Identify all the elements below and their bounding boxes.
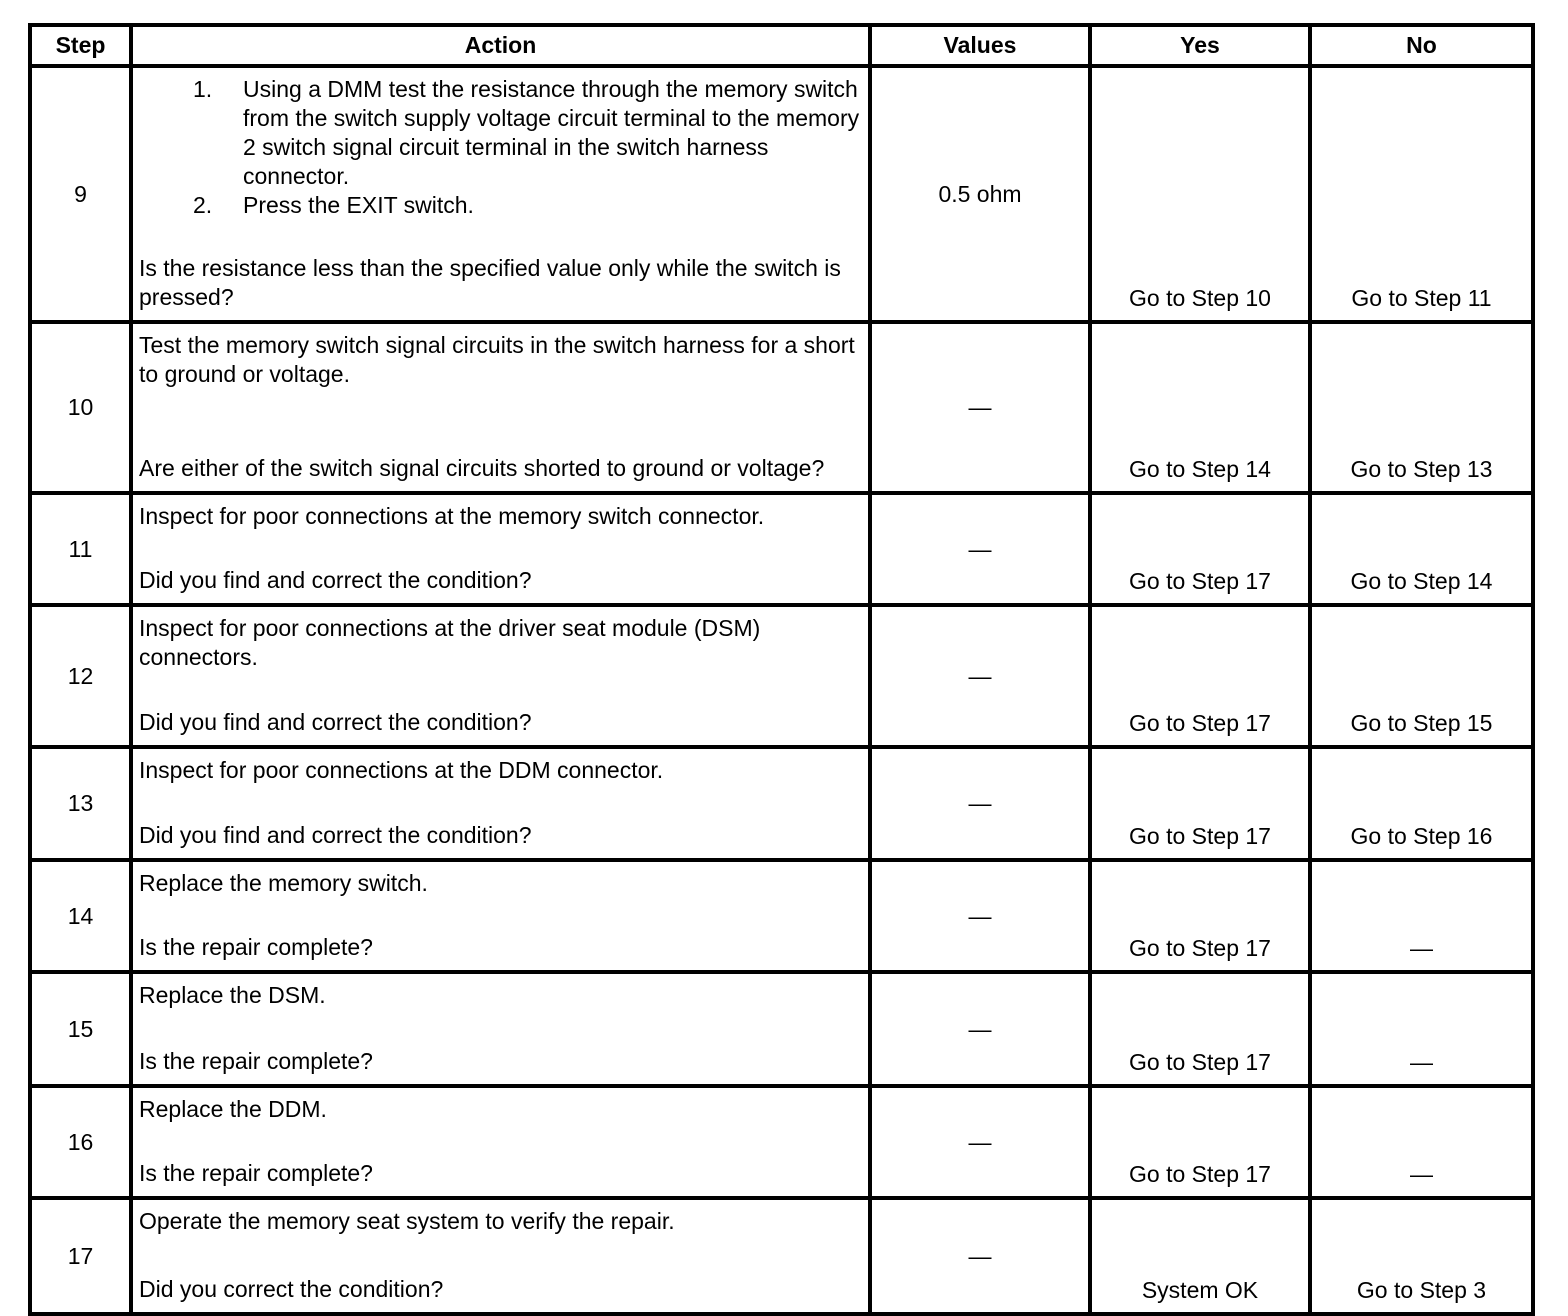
- yes-cell: Go to Step 17: [1090, 1086, 1310, 1198]
- action-cell: [131, 66, 870, 322]
- action-question: Did you find and correct the condition?: [139, 567, 532, 593]
- action-text: Replace the DDM.: [139, 1096, 327, 1122]
- no-cell: —: [1310, 972, 1533, 1086]
- action-question: Is the resistance less than the specified value only while the switch is pressed?: [139, 255, 841, 310]
- table-row: [30, 1086, 1533, 1198]
- yes-cell: Go to Step 17: [1090, 860, 1310, 972]
- action-cell: [131, 860, 870, 972]
- step-number: 16: [30, 1086, 131, 1198]
- action-text: Replace the DSM.: [139, 982, 326, 1008]
- action-cell: [131, 605, 870, 747]
- step-number: 15: [30, 972, 131, 1086]
- step-number: 12: [30, 605, 131, 747]
- header-no: No: [1310, 25, 1533, 66]
- values-cell: —: [870, 972, 1090, 1086]
- yes-cell: Go to Step 10: [1090, 66, 1310, 322]
- values-cell: —: [870, 860, 1090, 972]
- yes-cell: Go to Step 17: [1090, 747, 1310, 860]
- table-row: [30, 605, 1533, 747]
- no-cell: Go to Step 13: [1310, 322, 1533, 493]
- action-question: Is the repair complete?: [139, 1160, 373, 1186]
- header-values: Values: [870, 25, 1090, 66]
- header-row: [30, 25, 1533, 66]
- values-cell: —: [870, 1198, 1090, 1314]
- table-row: [30, 322, 1533, 493]
- action-text: Inspect for poor connections at the memory switch connector.: [139, 503, 765, 529]
- action-text: Inspect for poor connections at the DDM connector.: [139, 757, 664, 783]
- action-question: Is the repair complete?: [139, 1048, 373, 1074]
- yes-cell: Go to Step 17: [1090, 605, 1310, 747]
- yes-cell: Go to Step 17: [1090, 493, 1310, 605]
- table-row: [30, 972, 1533, 1086]
- action-cell: [131, 747, 870, 860]
- no-cell: Go to Step 16: [1310, 747, 1533, 860]
- action-question: Did you correct the condition?: [139, 1276, 444, 1302]
- step-number: 13: [30, 747, 131, 860]
- substep-list: [139, 75, 862, 220]
- step-number: 14: [30, 860, 131, 972]
- values-cell: —: [870, 747, 1090, 860]
- step-number: 10: [30, 322, 131, 493]
- no-cell: Go to Step 11: [1310, 66, 1533, 322]
- values-cell: —: [870, 605, 1090, 747]
- table-row: [30, 66, 1533, 322]
- values-cell: —: [870, 493, 1090, 605]
- action-cell: [131, 1198, 870, 1314]
- action-question: Did you find and correct the condition?: [139, 822, 532, 848]
- action-text: Test the memory switch signal circuits in the switch harness for a short to ground or voltage.: [139, 332, 855, 387]
- table-row: [30, 1198, 1533, 1314]
- values-cell: —: [870, 1086, 1090, 1198]
- header-step: Step: [30, 25, 131, 66]
- table-row: [30, 493, 1533, 605]
- substep: 1. Using a DMM test the resistance through the memory switch from the switch supply voltage circuit terminal to the memory 2 switch signal circuit terminal in the switch harness connector.: [193, 76, 860, 189]
- no-cell: Go to Step 15: [1310, 605, 1533, 747]
- header-yes: Yes: [1090, 25, 1310, 66]
- values-cell: —: [870, 322, 1090, 493]
- action-text: Operate the memory seat system to verify the repair.: [139, 1208, 675, 1234]
- table-row: [30, 747, 1533, 860]
- step-number: 11: [30, 493, 131, 605]
- step-number: 9: [30, 66, 131, 322]
- action-question: Did you find and correct the condition?: [139, 709, 532, 735]
- step-number: 17: [30, 1198, 131, 1314]
- substep: 2. Press the EXIT switch.: [193, 192, 474, 218]
- action-question: Are either of the switch signal circuits shorted to ground or voltage?: [139, 455, 825, 481]
- header-action: Action: [131, 25, 870, 66]
- no-cell: —: [1310, 860, 1533, 972]
- no-cell: —: [1310, 1086, 1533, 1198]
- action-cell: [131, 493, 870, 605]
- no-cell: Go to Step 3: [1310, 1198, 1533, 1314]
- action-cell: [131, 1086, 870, 1198]
- action-text: Replace the memory switch.: [139, 870, 428, 896]
- table-row: [30, 860, 1533, 972]
- action-cell: [131, 972, 870, 1086]
- action-cell: [131, 322, 870, 493]
- action-text: Inspect for poor connections at the driver seat module (DSM) connectors.: [139, 615, 761, 670]
- no-cell: Go to Step 14: [1310, 493, 1533, 605]
- values-cell: 0.5 ohm: [870, 66, 1090, 322]
- action-question: Is the repair complete?: [139, 934, 373, 960]
- diagnostic-table: [28, 23, 1535, 1316]
- yes-cell: Go to Step 17: [1090, 972, 1310, 1086]
- yes-cell: Go to Step 14: [1090, 322, 1310, 493]
- yes-cell: System OK: [1090, 1198, 1310, 1314]
